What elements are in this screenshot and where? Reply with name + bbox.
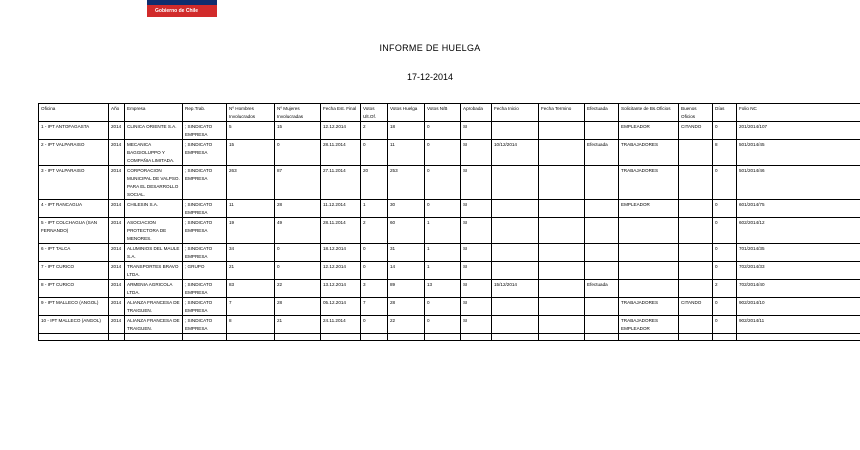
cell-oficina: 7 - IPT CURICO [39, 262, 109, 280]
logo-text: Gobierno de Chile [155, 8, 199, 14]
cell-votos-huelga: 14 [388, 262, 425, 280]
cell-ano: 2014 [109, 244, 125, 262]
cell-buenos-oficios [679, 262, 713, 280]
cell-oficina: 1 - IPT ANTOFAGASTA [39, 122, 109, 140]
table-row [39, 200, 860, 218]
cell-solicitante: TRABAJADORES EMPLEADOR [619, 316, 679, 334]
cell-ano: 2014 [109, 140, 125, 166]
cell-ano: 2014 [109, 122, 125, 140]
cell-dias: 0 [713, 122, 737, 140]
table-cell [227, 334, 275, 341]
cell-fecha-est-final: 28.11.2014 [321, 218, 361, 244]
cell-votos-ult-of: 20 [361, 166, 388, 200]
cell-votos-ult-of: 0 [361, 140, 388, 166]
cell-hombres: 263 [227, 166, 275, 200]
cell-dias: 0 [713, 166, 737, 200]
table-body [39, 122, 860, 341]
cell-folio-nc: 602/2014/12 [737, 218, 860, 244]
table-cell [619, 334, 679, 341]
col-dias: Días [713, 104, 737, 122]
cell-ano: 2014 [109, 200, 125, 218]
table-row [39, 262, 860, 280]
cell-mujeres: 87 [275, 166, 321, 200]
cell-hombres: 34 [227, 244, 275, 262]
cell-buenos-oficios [679, 280, 713, 298]
cell-aprobada: SI [461, 140, 492, 166]
table-cell [361, 334, 388, 341]
cell-aprobada: SI [461, 200, 492, 218]
col-folio-nc: Folio NC [737, 104, 860, 122]
cell-oficina: 5 - IPT COLCHAGUA (SAN FERNANDO) [39, 218, 109, 244]
cell-aprobada: SI [461, 122, 492, 140]
cell-votos-nb: 0 [425, 298, 461, 316]
cell-efectuada [585, 298, 619, 316]
cell-solicitante: EMPLEADOR [619, 200, 679, 218]
cell-votos-huelga: 60 [388, 218, 425, 244]
cell-rep-trab: ; SINDICATO EMPRESA [183, 298, 227, 316]
cell-ano: 2014 [109, 316, 125, 334]
cell-votos-ult-of: 3 [361, 280, 388, 298]
cell-buenos-oficios [679, 316, 713, 334]
cell-solicitante [619, 218, 679, 244]
cell-oficina: 3 - IPT VALPARAISO [39, 166, 109, 200]
cell-efectuada [585, 200, 619, 218]
table-header [39, 104, 860, 122]
cell-folio-nc: 702/2014/33 [737, 262, 860, 280]
cell-votos-nb: 0 [425, 140, 461, 166]
cell-fecha-est-final: 18.12.2014 [321, 244, 361, 262]
cell-votos-ult-of: 7 [361, 298, 388, 316]
cell-votos-nb: 1 [425, 244, 461, 262]
cell-votos-huelga: 253 [388, 166, 425, 200]
cell-rep-trab: ; SINDICATO EMPRESA [183, 244, 227, 262]
report-title: INFORME DE HUELGA [379, 43, 481, 53]
cell-fecha-termino [539, 200, 585, 218]
col-buenos-oficios: Buenos Oficios [679, 104, 713, 122]
cell-efectuada: Efectuada [585, 140, 619, 166]
cell-buenos-oficios [679, 218, 713, 244]
cell-fecha-inicio [492, 298, 539, 316]
table-cell [679, 334, 713, 341]
cell-ano: 2014 [109, 262, 125, 280]
cell-folio-nc: 201/2014/107 [737, 122, 860, 140]
cell-hombres: 11 [227, 200, 275, 218]
cell-aprobada: SI [461, 166, 492, 200]
cell-empresa: MECANICA BAGGIOLUPPO Y COMPAÑIA LIMITADA. [125, 140, 183, 166]
cell-buenos-oficios [679, 166, 713, 200]
table-row [39, 140, 860, 166]
cell-rep-trab: ; GRUPO [183, 262, 227, 280]
table-cell [539, 334, 585, 341]
table-row [39, 298, 860, 316]
cell-fecha-termino [539, 262, 585, 280]
cell-fecha-est-final: 27.11.2014 [321, 166, 361, 200]
table-cell [585, 334, 619, 341]
cell-solicitante [619, 244, 679, 262]
cell-fecha-inicio [492, 244, 539, 262]
cell-empresa: CHILESIN S.A. [125, 200, 183, 218]
cell-fecha-termino [539, 140, 585, 166]
cell-fecha-termino [539, 316, 585, 334]
cell-hombres: 83 [227, 280, 275, 298]
cell-dias: 0 [713, 200, 737, 218]
cell-solicitante: TRABAJADORES [619, 298, 679, 316]
cell-hombres: 8 [227, 316, 275, 334]
cell-hombres: 19 [227, 218, 275, 244]
cell-ano: 2014 [109, 298, 125, 316]
cell-dias: 0 [713, 218, 737, 244]
cell-oficina: 4 - IPT RANCAGUA [39, 200, 109, 218]
cell-votos-huelga: 30 [388, 200, 425, 218]
cell-efectuada [585, 166, 619, 200]
col-fecha-termino: Fecha Termino [539, 104, 585, 122]
strike-report-table [38, 103, 860, 341]
cell-fecha-est-final: 12.12.2014 [321, 262, 361, 280]
cell-aprobada: SI [461, 244, 492, 262]
cell-efectuada [585, 218, 619, 244]
cell-ano: 2014 [109, 218, 125, 244]
cell-votos-huelga: 11 [388, 140, 425, 166]
col-oficina: Oficina [39, 104, 109, 122]
cell-rep-trab: ; SINDICATO EMPRESA [183, 166, 227, 200]
cell-buenos-oficios [679, 244, 713, 262]
cell-fecha-est-final: 13.12.2014 [321, 280, 361, 298]
cell-dias: 0 [713, 262, 737, 280]
col-solicitante: Solicitante de Bs.Oficios [619, 104, 679, 122]
table-row [39, 166, 860, 200]
cell-rep-trab: ; SINDICATO EMPRESA [183, 218, 227, 244]
table-cell [737, 334, 860, 341]
table-cell [461, 334, 492, 341]
cell-folio-nc: 902/2014/11 [737, 316, 860, 334]
table-row [39, 244, 860, 262]
cell-fecha-est-final: 11.12.2014 [321, 200, 361, 218]
cell-fecha-inicio [492, 200, 539, 218]
cell-mujeres: 21 [275, 316, 321, 334]
cell-mujeres: 28 [275, 298, 321, 316]
cell-mujeres: 49 [275, 218, 321, 244]
cell-dias: 0 [713, 316, 737, 334]
cell-ano: 2014 [109, 166, 125, 200]
cell-dias: 8 [713, 140, 737, 166]
table-cell [275, 334, 321, 341]
cell-efectuada [585, 244, 619, 262]
col-ano: Año [109, 104, 125, 122]
cell-efectuada [585, 316, 619, 334]
cell-votos-nb: 13 [425, 280, 461, 298]
cell-votos-huelga: 31 [388, 244, 425, 262]
cell-rep-trab: ; SINDICATO EMPRESA [183, 200, 227, 218]
cell-votos-ult-of: 2 [361, 218, 388, 244]
cell-empresa: CLINICA ORIENTE S.A. [125, 122, 183, 140]
cell-aprobada: SI [461, 262, 492, 280]
cell-fecha-est-final: 12.12.2014 [321, 122, 361, 140]
col-aprobada: Aprobada [461, 104, 492, 122]
cell-dias: 0 [713, 244, 737, 262]
col-votos-nb: Votos N/B [425, 104, 461, 122]
cell-votos-huelga: 89 [388, 280, 425, 298]
cell-aprobada: SI [461, 280, 492, 298]
cell-oficina: 10 - IPT MALLECO (ANGOL) [39, 316, 109, 334]
cell-aprobada: SI [461, 316, 492, 334]
cell-fecha-termino [539, 218, 585, 244]
col-hombres: Nº Hombres Involucrados [227, 104, 275, 122]
table-cell [39, 334, 109, 341]
cell-hombres: 5 [227, 122, 275, 140]
cell-votos-ult-of: 0 [361, 262, 388, 280]
col-efectuada: Efectuada [585, 104, 619, 122]
col-empresa: Empresa [125, 104, 183, 122]
cell-fecha-termino [539, 244, 585, 262]
cell-votos-nb: 1 [425, 262, 461, 280]
cell-fecha-inicio [492, 262, 539, 280]
cell-hombres: 15 [227, 140, 275, 166]
cell-rep-trab: ; SINDICATO EMPRESA [183, 140, 227, 166]
cell-votos-ult-of: 2 [361, 122, 388, 140]
cell-fecha-inicio [492, 218, 539, 244]
cell-folio-nc: 701/2014/35 [737, 244, 860, 262]
logo-red-band [147, 5, 217, 17]
cell-buenos-oficios [679, 140, 713, 166]
cell-solicitante: EMPLEADOR [619, 122, 679, 140]
cell-empresa: ASOCIACION PROTECTORA DE MENORES. [125, 218, 183, 244]
cell-folio-nc: 702/2014/40 [737, 280, 860, 298]
col-fecha-est-final: Fecha Est. Final [321, 104, 361, 122]
cell-hombres: 7 [227, 298, 275, 316]
cell-aprobada: SI [461, 298, 492, 316]
cell-solicitante [619, 262, 679, 280]
cell-votos-nb: 1 [425, 218, 461, 244]
table-row [39, 316, 860, 334]
table-cell [492, 334, 539, 341]
table-row [39, 122, 860, 140]
cell-ano: 2014 [109, 280, 125, 298]
cell-hombres: 21 [227, 262, 275, 280]
cell-votos-huelga: 22 [388, 316, 425, 334]
cell-fecha-inicio: 15/12/2014 [492, 280, 539, 298]
cell-votos-nb: 0 [425, 316, 461, 334]
cell-oficina: 2 - IPT VALPARAISO [39, 140, 109, 166]
table-row [39, 218, 860, 244]
cell-fecha-inicio: 10/12/2014 [492, 140, 539, 166]
table-cell [321, 334, 361, 341]
cell-votos-ult-of: 1 [361, 200, 388, 218]
cell-fecha-termino [539, 166, 585, 200]
table-cell [109, 334, 125, 341]
table-cell [713, 334, 737, 341]
cell-oficina: 6 - IPT TALCA [39, 244, 109, 262]
cell-dias: 0 [713, 298, 737, 316]
cell-folio-nc: 601/2014/75 [737, 200, 860, 218]
cell-efectuada: Efectuada [585, 280, 619, 298]
cell-votos-huelga: 28 [388, 298, 425, 316]
cell-folio-nc: 501/2014/46 [737, 166, 860, 200]
report-date: 17-12-2014 [406, 72, 454, 82]
cell-fecha-termino [539, 298, 585, 316]
cell-empresa: ARMENIA AGRICOLA LTDA. [125, 280, 183, 298]
cell-fecha-inicio [492, 166, 539, 200]
cell-mujeres: 0 [275, 244, 321, 262]
cell-aprobada: SI [461, 218, 492, 244]
cell-folio-nc: 501/2014/45 [737, 140, 860, 166]
cell-buenos-oficios: CITANDO [679, 298, 713, 316]
col-mujeres: Nº Mujeres Involucradas [275, 104, 321, 122]
cell-empresa: CORPORACION MUNICIPAL DE VALPSO. PARA EL DESARROLLO SOCIAL. [125, 166, 183, 200]
cell-votos-ult-of: 0 [361, 244, 388, 262]
cell-buenos-oficios: CITANDO [679, 122, 713, 140]
cell-empresa: ALIANZA FRANCESA DE TRAIGUEN. [125, 298, 183, 316]
cell-votos-nb: 0 [425, 166, 461, 200]
col-votos-huelga: Votos Huelga [388, 104, 425, 122]
cell-fecha-est-final: 28.11.2014 [321, 140, 361, 166]
cell-fecha-est-final: 05.12.2014 [321, 298, 361, 316]
cell-rep-trab: ; SINDICATO EMPRESA [183, 122, 227, 140]
cell-votos-nb: 0 [425, 200, 461, 218]
cell-fecha-est-final: 24.11.2014 [321, 316, 361, 334]
col-fecha-inicio: Fecha Inicio [492, 104, 539, 122]
cell-efectuada [585, 122, 619, 140]
cell-mujeres: 28 [275, 200, 321, 218]
cell-oficina: 9 - IPT MALLECO (ANGOL) [39, 298, 109, 316]
cell-empresa: ALIANZA FRANCESA DE TRAIGUEN. [125, 316, 183, 334]
cell-votos-nb: 0 [425, 122, 461, 140]
cell-mujeres: 22 [275, 280, 321, 298]
cell-votos-huelga: 18 [388, 122, 425, 140]
table-cell [125, 334, 183, 341]
cell-empresa: ALUMINIOS DEL MAULE S.A. [125, 244, 183, 262]
cell-solicitante: TRABAJADORES [619, 140, 679, 166]
cell-mujeres: 0 [275, 262, 321, 280]
cell-buenos-oficios [679, 200, 713, 218]
col-rep-trab: Rep.Trab. [183, 104, 227, 122]
cell-rep-trab: ; SINDICATO EMPRESA [183, 316, 227, 334]
cell-dias: 2 [713, 280, 737, 298]
cell-solicitante: TRABAJADORES [619, 166, 679, 200]
cell-mujeres: 15 [275, 122, 321, 140]
cell-fecha-inicio [492, 122, 539, 140]
cell-fecha-termino [539, 280, 585, 298]
table-cell [388, 334, 425, 341]
table-row [39, 280, 860, 298]
table-cell [425, 334, 461, 341]
cell-rep-trab: ; SINDICATO EMPRESA [183, 280, 227, 298]
cell-efectuada [585, 262, 619, 280]
cell-mujeres: 0 [275, 140, 321, 166]
table-row-cutoff [39, 334, 860, 341]
cell-folio-nc: 902/2014/10 [737, 298, 860, 316]
cell-oficina: 8 - IPT CURICO [39, 280, 109, 298]
table-cell [183, 334, 227, 341]
government-logo [147, 0, 217, 17]
cell-fecha-termino [539, 122, 585, 140]
cell-empresa: TRANSPORTES BRAVO LTDA. [125, 262, 183, 280]
cell-fecha-inicio [492, 316, 539, 334]
cell-votos-ult-of: 0 [361, 316, 388, 334]
cell-solicitante [619, 280, 679, 298]
col-votos-ult-of: Votos Ult.Of. [361, 104, 388, 122]
